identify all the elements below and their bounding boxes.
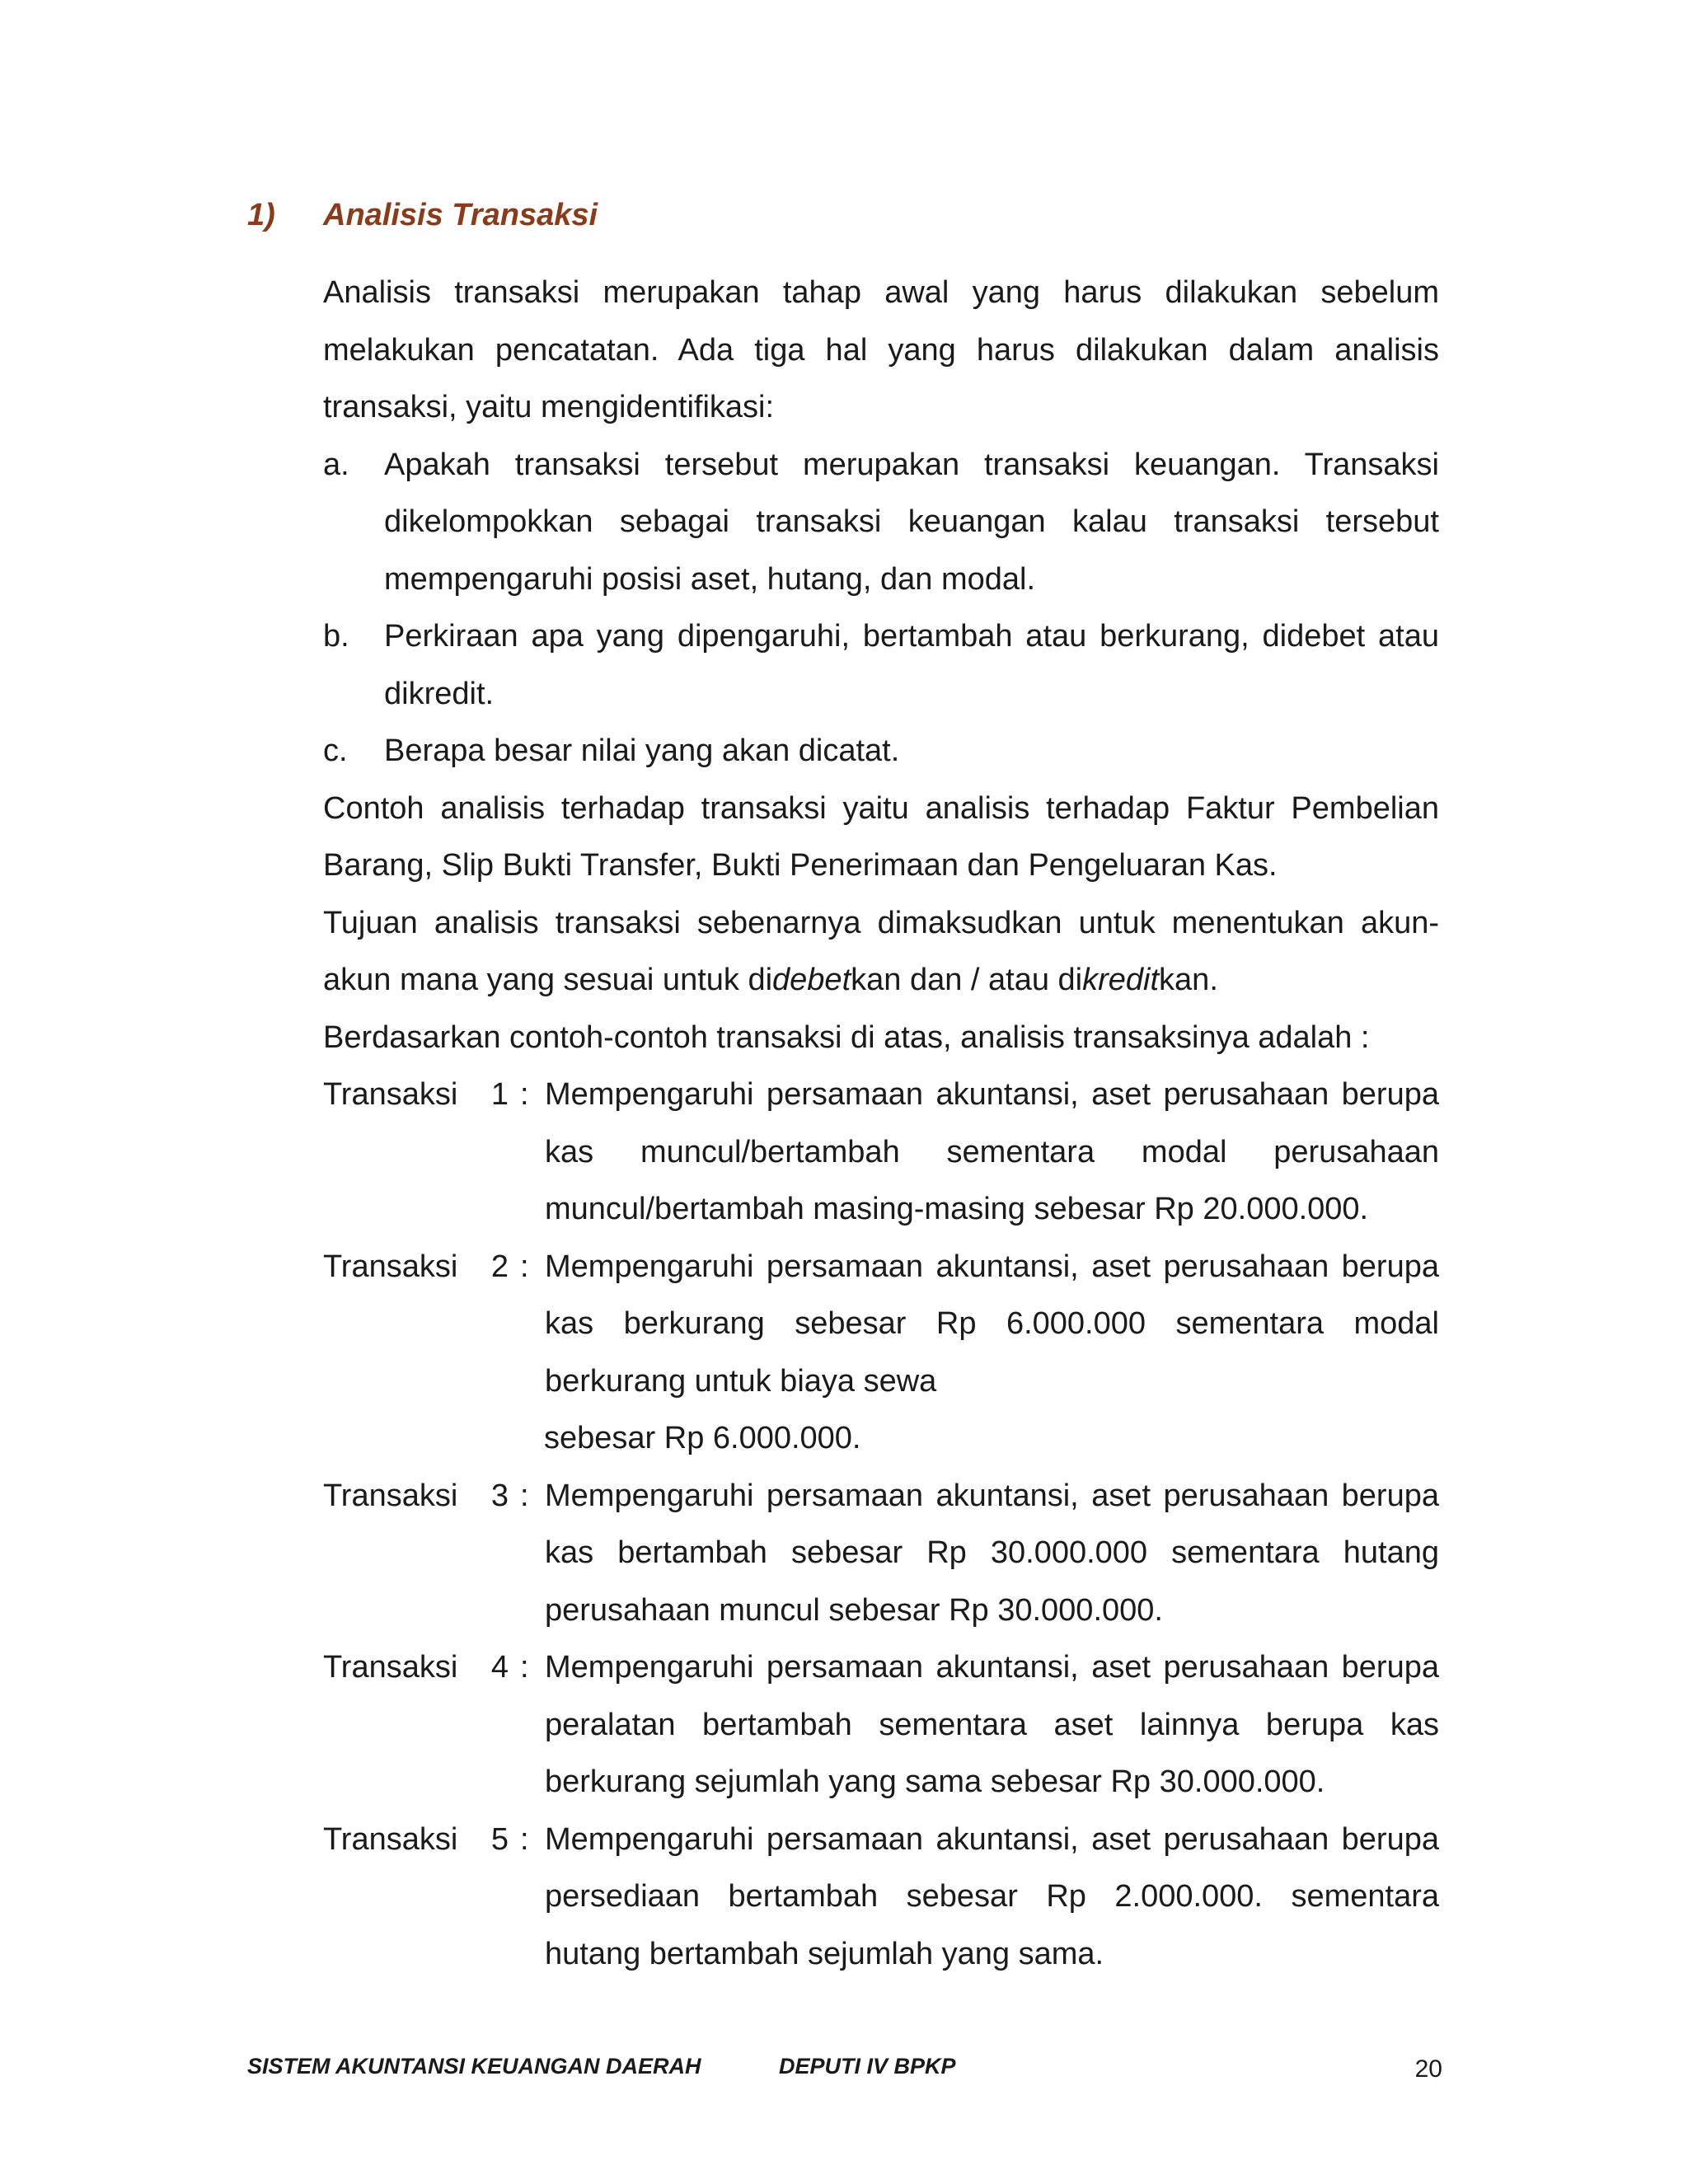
transaction-label <box>323 1468 509 1640</box>
list-marker: b. <box>323 619 349 654</box>
transaction-number: 4 <box>490 1650 509 1685</box>
transaction-label <box>323 1239 509 1411</box>
tujuan-text-post: kan. <box>1159 963 1218 997</box>
tujuan-kredit: kredit <box>1082 963 1160 997</box>
transaction-number: 5 <box>490 1821 509 1857</box>
transaction-colon: : <box>520 1821 529 1857</box>
list-marker: a. <box>323 447 349 482</box>
section-body <box>323 265 1439 1983</box>
list-item <box>323 608 1439 723</box>
transaction-text: Mempengaruhi persamaan akuntansi, aset perusahaan berupa kas berkurang sebesar Rp 6.000.000 sementara modal berkurang untuk biaya sewa <box>545 1249 1439 1399</box>
transaction-colon: : <box>520 1077 529 1112</box>
transaction-number: 1 <box>490 1077 509 1112</box>
transaction-colon: : <box>520 1478 529 1513</box>
section-title: Analisis Transaksi <box>323 198 598 232</box>
list-text: Berapa besar nilai yang akan dicatat. <box>384 733 900 768</box>
transaction-number: 2 <box>490 1249 509 1284</box>
transaction-word: Transaksi <box>323 1077 458 1112</box>
transaction-text: Mempengaruhi persamaan akuntansi, aset perusahaan berupa persediaan bertambah sebesar Rp 2.000.000. sementara hutang bertambah sejumlah yang sama. <box>545 1821 1439 1971</box>
transaction-continuation: sebesar Rp 6.000.000. <box>544 1421 861 1455</box>
list-item <box>323 437 1439 609</box>
transaction-text: Mempengaruhi persamaan akuntansi, aset perusahaan berupa peralatan bertambah sementara aset lainnya berupa kas berkurang sejumlah yang sama sebesar Rp 30.000.000. <box>545 1650 1439 1799</box>
tujuan-text-pre: Tujuan analisis transaksi sebenarnya dimaksudkan untuk menentukan akun-akun mana yang sesuai untuk di <box>323 905 1439 997</box>
transaction-word: Transaksi <box>323 1249 458 1284</box>
transaction-colon: : <box>520 1650 529 1685</box>
transaction-word: Transaksi <box>323 1821 458 1857</box>
transaction-text: Mempengaruhi persamaan akuntansi, aset perusahaan berupa kas bertambah sebesar Rp 30.000.000 sementara hutang perusahaan muncul sebesar Rp 30.000.000. <box>545 1478 1439 1628</box>
transaction-number: 3 <box>490 1478 509 1513</box>
page-footer <box>247 2054 1442 2095</box>
footer-title: SISTEM AKUNTANSI KEUANGAN DAERAH <box>247 2054 701 2079</box>
transaction-word: Transaksi <box>323 1650 458 1685</box>
tujuan-paragraph <box>323 895 1439 1010</box>
list-text: Apakah transaksi tersebut merupakan transaksi keuangan. Transaksi dikelompokkan sebagai transaksi keuangan kalau transaksi tersebut mempengaruhi posisi aset, hutang, dan modal. <box>384 447 1439 597</box>
transaction-item <box>323 1239 1439 1411</box>
berdasarkan-paragraph: Berdasarkan contoh-contoh transaksi di atas, analisis transaksinya adalah : <box>323 1019 1370 1055</box>
tujuan-text-mid: kan dan / atau di <box>851 963 1083 997</box>
list-marker: c. <box>323 733 348 768</box>
section-number: 1) <box>247 198 275 232</box>
transaction-label <box>323 1639 509 1811</box>
transaction-item <box>323 1811 1439 1984</box>
transaction-label <box>323 1811 509 1984</box>
transaction-word: Transaksi <box>323 1478 458 1513</box>
transaction-colon: : <box>520 1249 529 1284</box>
transaction-item <box>323 1639 1439 1811</box>
footer-subtitle: DEPUTI IV BPKP <box>779 2054 956 2079</box>
tujuan-debet: debet <box>772 963 851 997</box>
transaction-item <box>323 1468 1439 1640</box>
list-text: Perkiraan apa yang dipengaruhi, bertambah atau berkurang, didebet atau dikredit. <box>384 619 1439 711</box>
contoh-paragraph: Contoh analisis terhadap transaksi yaitu analisis terhadap Faktur Pembelian Barang, Slip Bukti Transfer, Bukti Penerimaan dan Pengeluaran Kas. <box>323 790 1439 883</box>
transaction-item <box>323 1066 1439 1239</box>
intro-paragraph: Analisis transaksi merupakan tahap awal yang harus dilakukan sebelum melakukan pencatatan. Ada tiga hal yang harus dilakukan dalam analisis transaksi, yaitu mengidentifikasi: <box>323 275 1439 424</box>
transaction-label <box>323 1066 509 1239</box>
transaction-text: Mempengaruhi persamaan akuntansi, aset perusahaan berupa kas muncul/bertambah sementara modal perusahaan muncul/bertambah masing-masing sebesar Rp 20.000.000. <box>545 1077 1439 1226</box>
list-item <box>323 723 1439 780</box>
page-number: 20 <box>1414 2055 1442 2083</box>
